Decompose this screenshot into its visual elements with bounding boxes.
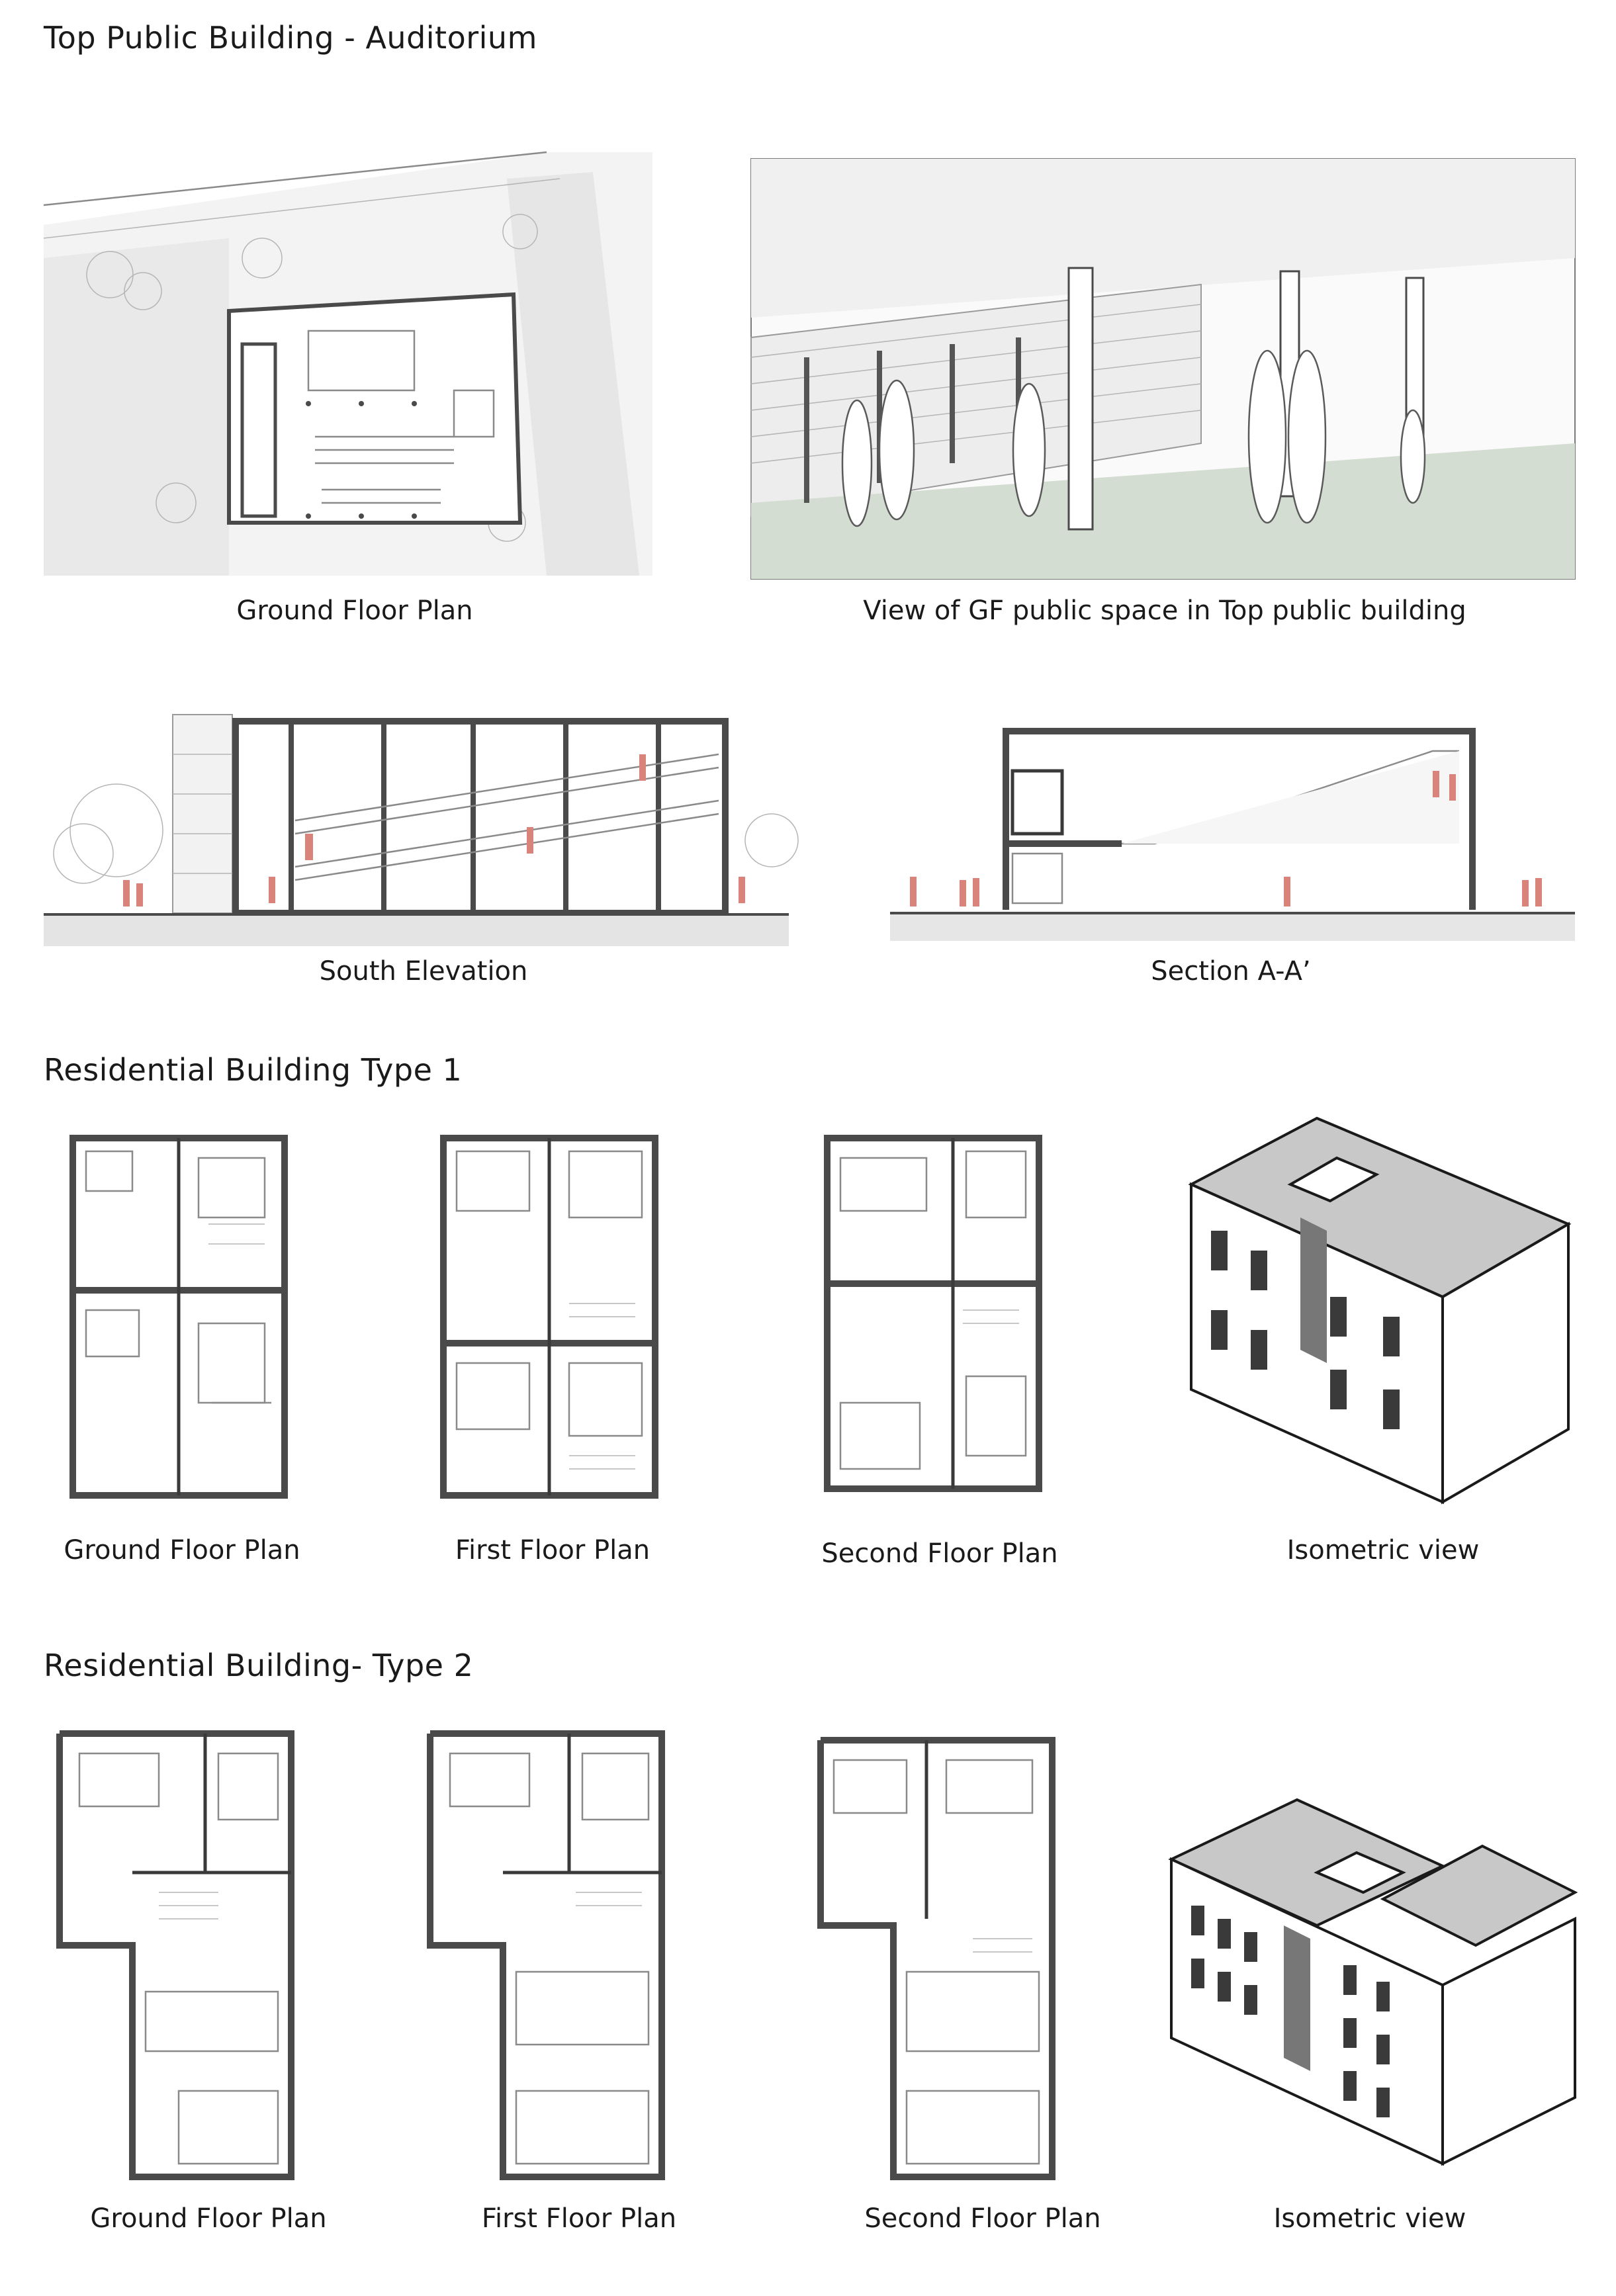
- gf-public-space-view-drawing: [751, 159, 1575, 579]
- type1-second-floor-plan-drawing: [821, 1125, 1049, 1509]
- type2-ground-caption: Ground Floor Plan: [90, 2203, 327, 2234]
- type1-first-floor-plan-drawing: [437, 1125, 665, 1509]
- type1-iso-caption: Isometric view: [1286, 1535, 1480, 1566]
- type2-second-caption: Second Floor Plan: [864, 2203, 1101, 2234]
- type1-isometric-view-drawing: [1185, 1118, 1575, 1515]
- south-elevation-drawing: [44, 715, 789, 953]
- type2-heading: Residential Building- Type 2: [44, 1648, 474, 1683]
- type2-first-caption: First Floor Plan: [481, 2203, 677, 2234]
- section-aa-caption: Section A-A’: [1151, 956, 1311, 987]
- type2-ground-floor-plan-drawing: [53, 1720, 304, 2184]
- type1-first-caption: First Floor Plan: [455, 1535, 651, 1566]
- auditorium-ground-floor-caption: Ground Floor Plan: [236, 596, 473, 626]
- section-aa-drawing: [890, 725, 1575, 956]
- view-caption: View of GF public space in Top public building: [863, 596, 1466, 626]
- south-elevation-caption: South Elevation: [319, 956, 528, 987]
- type1-heading: Residential Building Type 1: [44, 1052, 463, 1088]
- type1-ground-caption: Ground Floor Plan: [64, 1535, 300, 1566]
- type2-second-floor-plan-drawing: [814, 1720, 1065, 2184]
- type1-second-caption: Second Floor Plan: [821, 1538, 1058, 1569]
- auditorium-ground-floor-plan-drawing: [44, 152, 652, 576]
- type2-first-floor-plan-drawing: [424, 1720, 675, 2184]
- type1-ground-floor-plan-drawing: [66, 1125, 294, 1509]
- auditorium-heading: Top Public Building - Auditorium: [44, 20, 537, 56]
- type2-iso-caption: Isometric view: [1273, 2203, 1466, 2234]
- type2-isometric-view-drawing: [1165, 1787, 1582, 2170]
